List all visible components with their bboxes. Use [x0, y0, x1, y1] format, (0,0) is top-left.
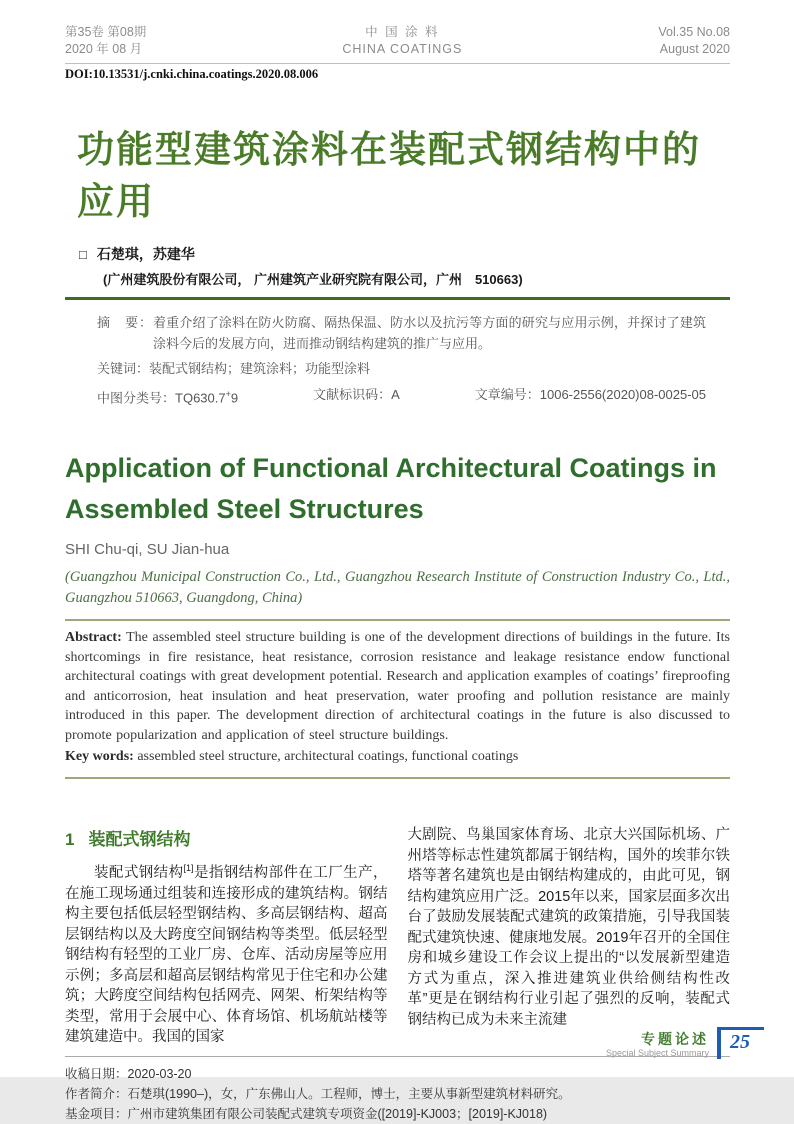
- document-code: 文献标识码：A: [313, 387, 400, 402]
- clc-number: 中图分类号：TQ630.7+9: [97, 389, 239, 406]
- body-paragraph-right: 大剧院、鸟巢国家体育场、北京大兴国际机场、广州塔等标志性建筑都属于钢结构，国外的埃菲尔铁塔等著名建筑也是由钢结构建成的，由此可见，钢结构建筑应用广泛。2015年以来，国家层面多次出台了鼓励发展装配式建筑的政策措施，引导我国装配式建筑快速、健康地发展。2019年召开的全国住房和城乡建设工作会议上提出的“以发展新型建造方式为重点，深入推进建筑业供给侧结构性改革”更是在钢结构行业引起了强烈的反响，装配式钢结构已成为未来主流建: [407, 827, 730, 1028]
- article-id: 文章编号：1006-2556(2020)08-0025-05: [474, 387, 706, 402]
- keywords-label-en: Key words:: [65, 749, 134, 765]
- keywords-text-en: assembled steel structure, architectural coatings, functional coatings: [133, 749, 519, 765]
- keywords-en: [65, 747, 730, 767]
- authors-line-cn: [79, 244, 730, 264]
- section-title: 装配式钢结构: [88, 830, 191, 850]
- journal-masthead: [65, 24, 730, 58]
- page-number-badge: [717, 1027, 764, 1059]
- abstract-label-cn: 摘 要：: [97, 315, 154, 330]
- body-column-left: [65, 825, 388, 1047]
- column-title-cn: 专题论述: [641, 1031, 709, 1047]
- section-heading-1: [65, 825, 388, 850]
- body-columns: [65, 825, 730, 1047]
- footnote-author-bio: 作者简介：石楚琪(1990–)，女，广东佛山人。工程师，博士，主要从事新型建筑材料研究。: [65, 1086, 571, 1101]
- column-title-en: Special Subject Summary: [605, 1048, 709, 1058]
- page-footer: [606, 1027, 764, 1059]
- authors-en: SHI Chu-qi, SU Jian-hua: [65, 541, 230, 559]
- keywords-row-cn: [97, 358, 706, 379]
- masthead-issue-info: [65, 24, 146, 58]
- column-section-labels: [606, 1027, 709, 1059]
- masthead-divider: [65, 63, 730, 64]
- keywords-label-cn: 关键词：: [97, 361, 150, 376]
- authors-cn: 石楚琪，苏建华: [96, 246, 195, 262]
- abstract-row-cn: [97, 312, 706, 354]
- journal-name-en: CHINA COATINGS: [342, 42, 463, 56]
- section-number: 1: [65, 830, 75, 850]
- issue-date-cn: 2020 年 08 月: [65, 42, 143, 56]
- classification-row: [97, 384, 706, 408]
- author-marker-icon: □: [79, 247, 87, 262]
- reference-marker: [1]: [183, 863, 194, 874]
- masthead-vol-no: [658, 24, 730, 58]
- abstract-label-en: Abstract:: [65, 630, 122, 646]
- abstract-en-bottom-rule: [65, 777, 730, 779]
- affiliation-en: (Guangzhou Municipal Construction Co., Ltd., Guangzhou Research Institute of Construction Industry Co., Ltd., Guangzhou 510663, Guangdong, China): [65, 569, 730, 607]
- affiliation-cn: (广州建筑股份有限公司， 广州建筑产业研究院有限公司，广州 510663): [103, 272, 523, 287]
- doi-line: DOI:10.13531/j.cnki.china.coatings.2020.08.006: [65, 67, 319, 81]
- keywords-cn: 装配式钢结构；建筑涂料；功能型涂料: [149, 361, 371, 376]
- article-title-cn: 功能型建筑涂料在装配式钢结构中的应用: [77, 129, 701, 222]
- abstract-block-cn: [65, 300, 730, 408]
- abstract-en-top-rule: [65, 619, 730, 621]
- body-column-right: [408, 825, 731, 1047]
- volume-issue: 第35卷 第08期: [65, 25, 147, 39]
- page-number: 25: [730, 1031, 750, 1053]
- journal-name-cn: 中 国 涂 料: [365, 25, 440, 39]
- abstract-text-cn: 着重介绍了涂料在防火防腐、隔热保温、防水以及抗污等方面的研究与应用示例，并探讨了建筑涂料今后的发展方向，进而推动钢结构建筑的推广与应用。: [153, 315, 706, 351]
- footnote-received: 收稿日期：2020-03-20: [65, 1066, 192, 1081]
- footnotes-block: [65, 1056, 730, 1124]
- article-title-en: [65, 448, 730, 530]
- footnote-funding: 基金项目：广州市建筑集团有限公司装配式建筑专项资金([2019]-KJ003；[2019]-KJ018): [65, 1106, 548, 1121]
- title-en-line2: Assembled Steel Structures: [65, 494, 424, 525]
- body-paragraph-left: 装配式钢结构[1]是指钢结构部件在工厂生产，在施工现场通过组装和连接形成的建筑结构。钢结构主要包括低层轻型钢结构、多高层钢结构、超高层钢结构以及大跨度空间钢结构等类型。低层轻型钢结构有轻型的工业厂房、仓库、活动房屋等应用示例；多高层和超高层钢结构常见于住宅和办公建筑；大跨度空间结构包括网壳、网架、桁架结构等类型，常用于会展中心、体育场馆、机场航站楼等建筑建造中。我国的国家: [65, 863, 388, 1046]
- abstract-text-en: The assembled steel structure building is one of the development directions of buildings in the future. Its shortcomings in fire resistance, heat resistance, corrosion resistance and leakage resistance endow functional architectural coatings with great development potential. Research and application examples of coatings’ fireproofing and anticorrosion, heat insulation and heat preservation, water proofing and pollution resistance are mainly introduced in this paper. The development direction of architectural coatings in the future is also discussed to promote popularization and application of steel structure buildings.: [65, 630, 730, 743]
- masthead-journal-name: [342, 24, 462, 58]
- vol-no-en: Vol.35 No.08: [658, 25, 730, 39]
- issue-date-en: August 2020: [659, 42, 730, 56]
- title-en-line1: Application of Functional Architectural Coatings in: [65, 453, 717, 484]
- abstract-en: [65, 628, 730, 745]
